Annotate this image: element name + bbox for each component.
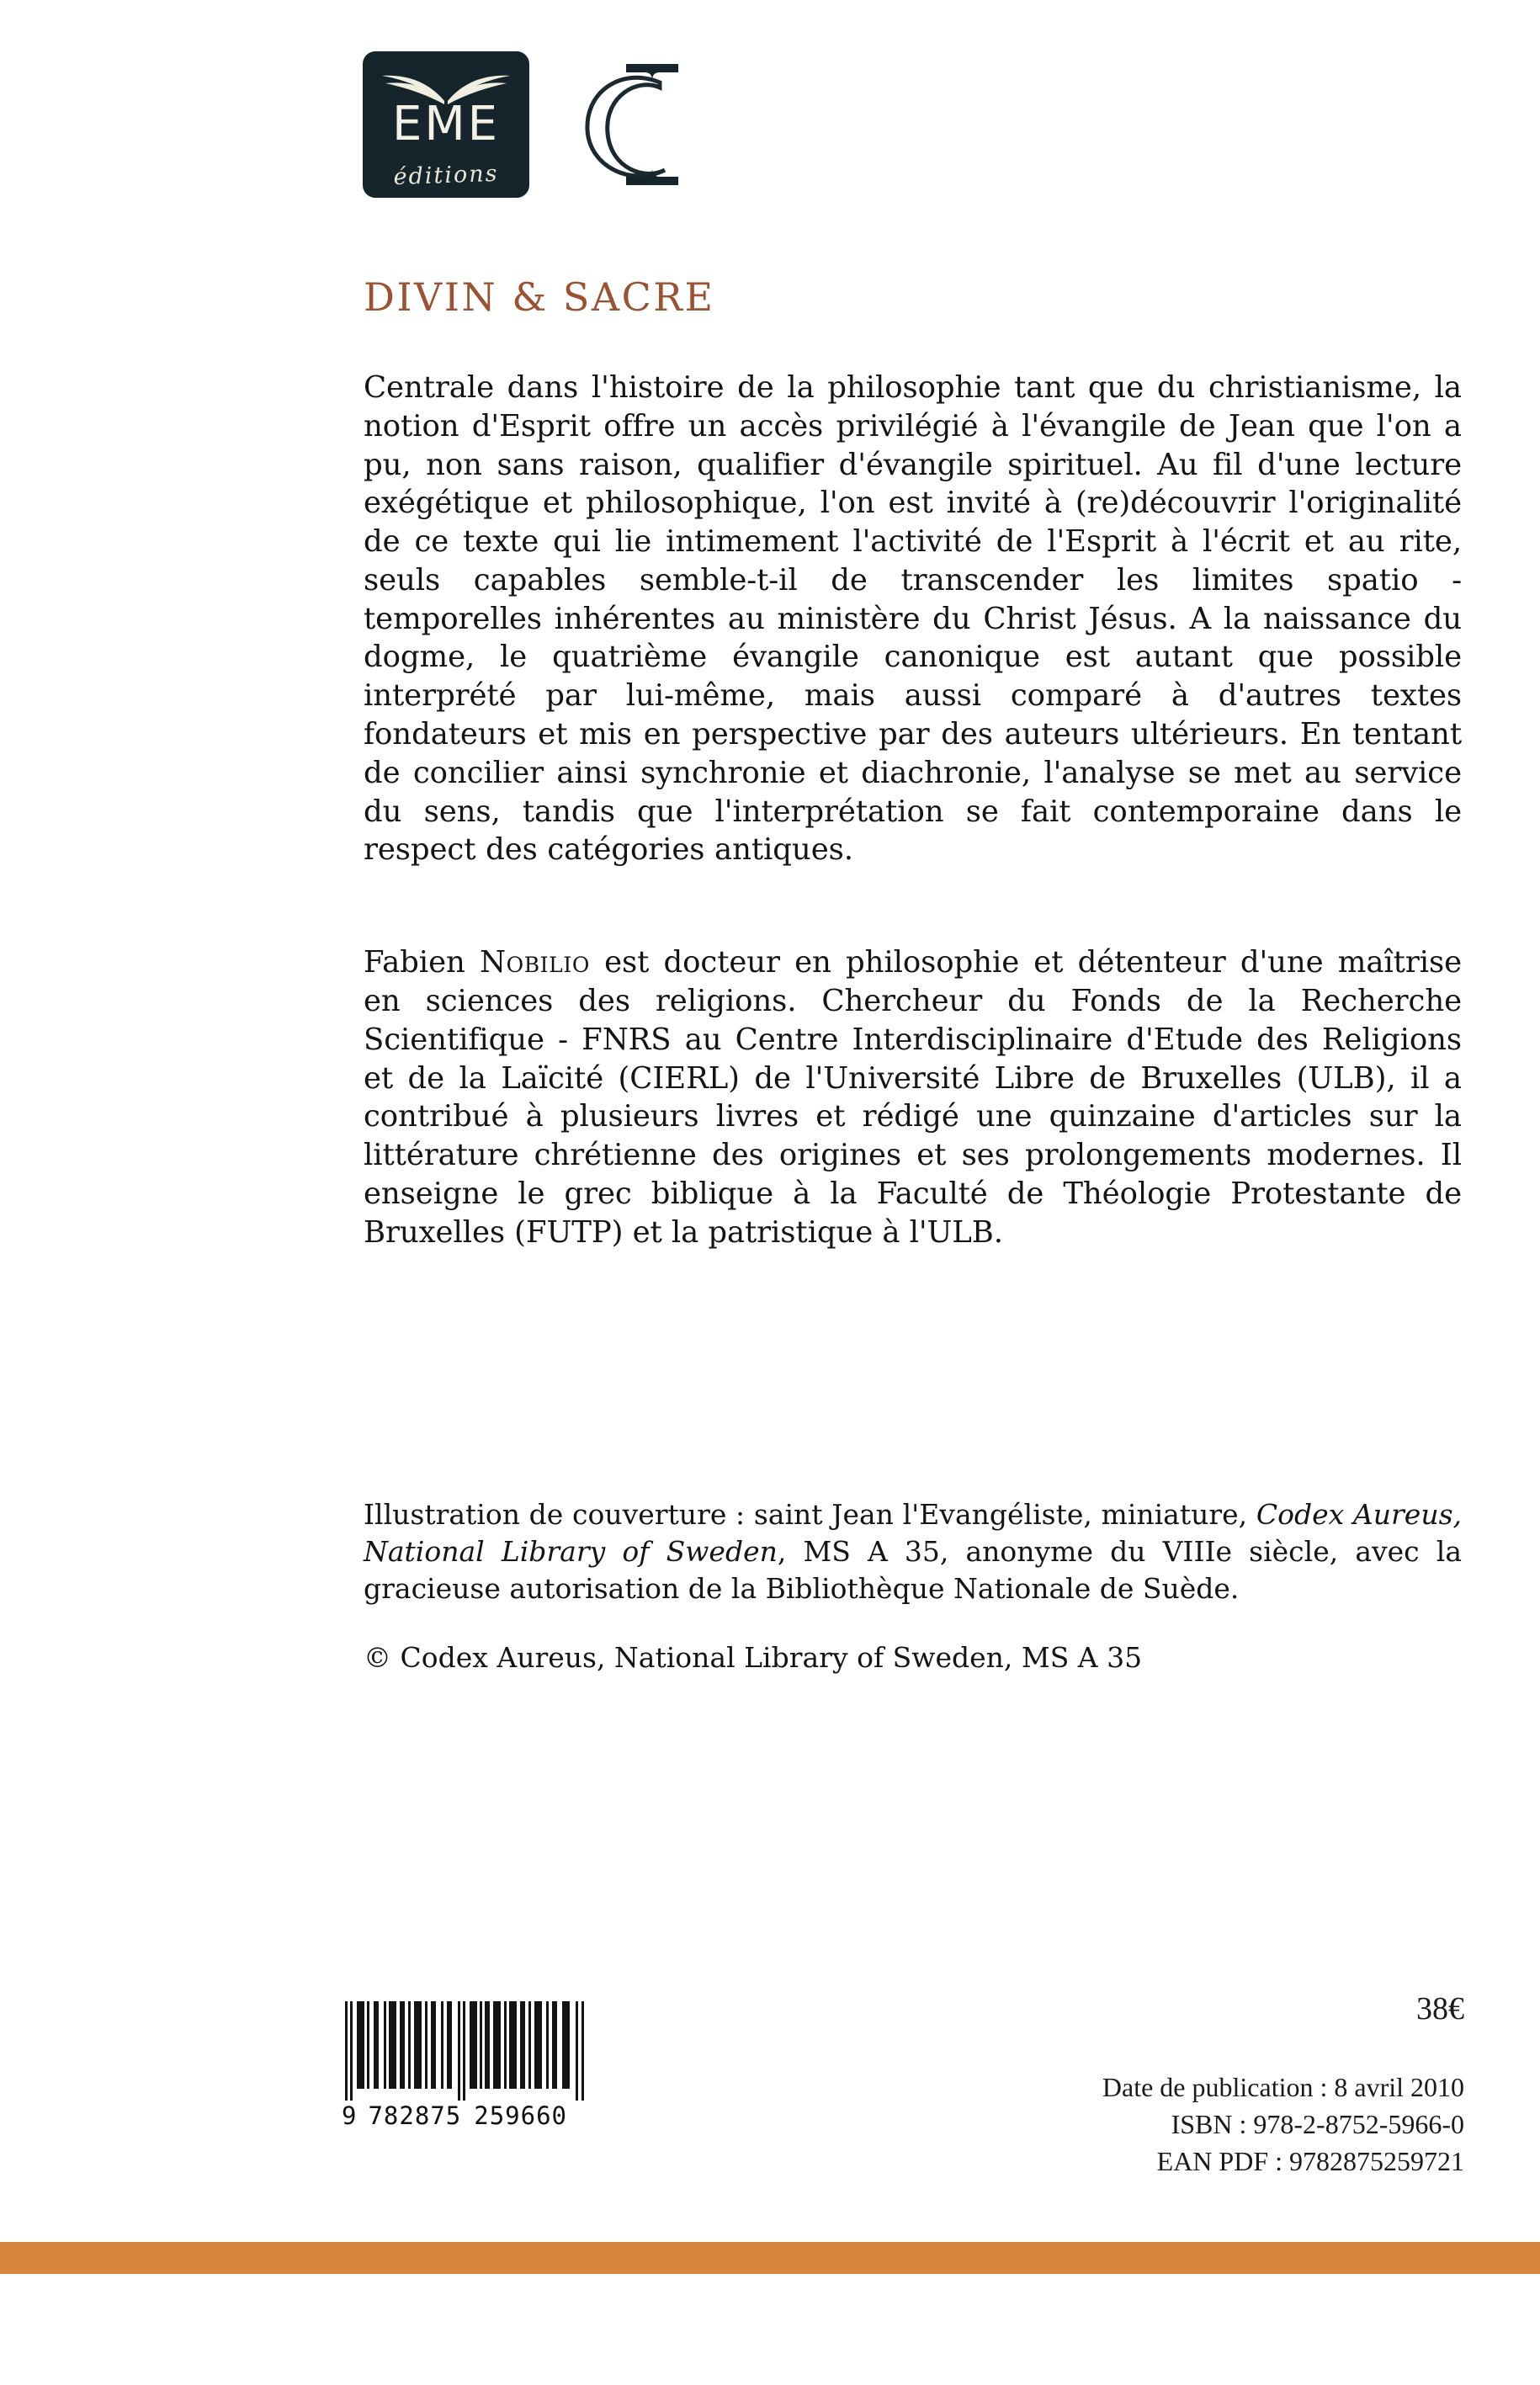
author-bio-body: est docteur en philosophie et détenteur d'une maîtrise en sciences des religions. Chercheur du Fonds de la Recherche Scientifique - FNRS au Centre Interdisciplinaire d'Etude des Religions et de la Laïcité (CIERL) de l'Université Libre de Bruxelles (ULB), il a contribué à plusieurs livres et rédigé une quinzaine d'articles sur la littérature chrétienne des origines et ses prolongements modernes. Il enseigne le grec biblique à la Faculté de Théologie Protestante de Bruxelles (FUTP) et la patristique à l'ULB. [364,945,1462,1250]
book-blurb-paragraph: Centrale dans l'histoire de la philosophie tant que du christianisme, la notion d'Esprit offre un accès privilégié à l'évangile de Jean que l'on a pu, non sans raison, qualifier d'évangile spirituel. Au fil d'une lecture exégétique et philosophique, l'on est invité à (re)découvrir l'originalité de ce texte qui lie intimement l'activité de l'Esprit à l'écrit et au rite, seuls capables semble-t-il de transcender les limites spatio - temporelles inhérentes au ministère du Christ Jésus. A la naissance du dogme, le quatrième évangile canonique est autant que possible interprété par lui-même, mais aussi comparé à d'autres textes fondateurs et mis en perspective par des auteurs ultérieurs. En tentant de concilier ainsi synchronie et diachronie, l'analyse se met au service du sens, tandis que l'interprétation se fait contemporaine dans le respect des catégories antiques. [364,370,1462,868]
illustration-credits [364,1496,1462,1676]
credit-text-after: , MS A 35, anonyme du VIIIe siècle, avec la gracieuse autorisation de la Bibliothèque Nationale de Suède. [364,1534,1462,1605]
credit-text-before: Illustration de couverture : saint Jean l'Evangéliste, miniature, [364,1498,1256,1531]
ci-monogram-icon [566,52,692,197]
author-first-name: Fabien [364,945,465,980]
copyright-line: © Codex Aureus, National Library of Sweden, MS A 35 [364,1640,1143,1674]
isbn-line: ISBN : 978-2-8752-5966-0 [1171,2109,1464,2140]
publication-info [1102,2069,1464,2180]
barcode-digits-right: 259660 [474,2101,567,2130]
barcode-digit-first: 9 [342,2101,358,2130]
credit-source-italic: Codex Aureus, National Library of Sweden [364,1498,1462,1568]
eme-editions-logo [364,52,528,197]
publication-date: Date de publication : 8 avril 2010 [1102,2072,1464,2102]
ci-monogram-logo [566,52,692,197]
back-cover-text [364,369,1462,1251]
bottom-accent-bar [0,2242,1540,2274]
barcode-digits [340,2101,618,2130]
author-last-name: Nobilio [479,945,590,980]
eme-logo-subword: éditions [393,160,499,191]
author-bio-paragraph [364,943,1462,1251]
collection-title: DIVIN & SACRE [364,274,715,320]
barcode-bars-icon [340,2001,592,2101]
ean13-barcode [340,2001,618,2130]
illustration-credit-line [364,1496,1462,1607]
eme-logo-wordmark: EME [391,97,501,151]
barcode-digits-left: 782875 [368,2101,462,2130]
price-label: 38€ [1416,1991,1464,2026]
publisher-logos [364,52,692,197]
ean-pdf-line: EAN PDF : 9782875259721 [1156,2146,1464,2177]
